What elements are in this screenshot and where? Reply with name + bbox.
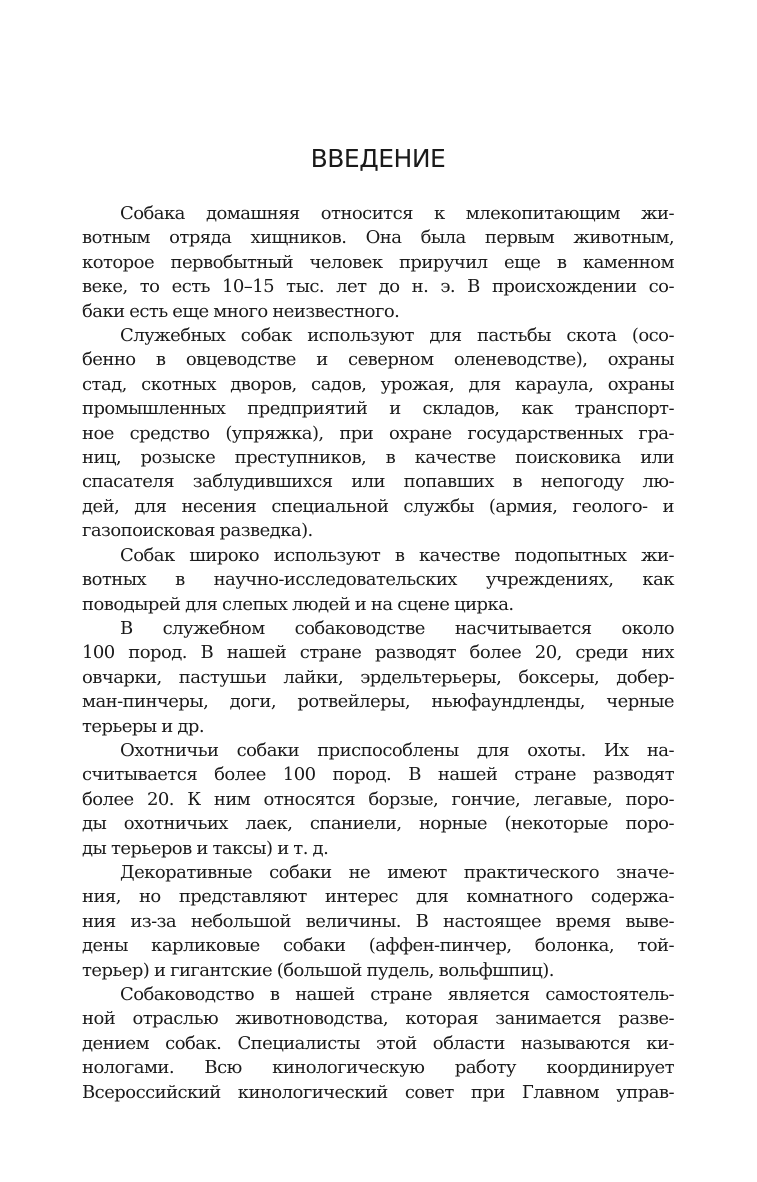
text-line: ния, но представляют интерес для комнатного содержа- (82, 886, 674, 908)
text-line: дением собак. Специалисты этой области называются ки- (82, 1032, 674, 1054)
paragraph (82, 983, 674, 1105)
text-line: ниц, розыске преступников, в качестве поисковика или (82, 447, 674, 469)
text-line: Собаководство в нашей стране является самостоятель- (120, 984, 674, 1005)
text-line: овчарки, пастушьи лайки, эрдельтерьеры, боксеры, добер- (82, 666, 674, 688)
text-line: Охотничьи собаки приспособлены для охоты. Их на- (120, 739, 674, 761)
text-line: Собак широко используют в качестве подопытных жи- (120, 544, 674, 566)
text-line: Собака домашняя относится к млекопитающим жи- (120, 203, 674, 224)
text-line: Служебных собак используют для пастьбы скота (осо- (120, 325, 674, 347)
paragraph (82, 202, 674, 324)
paragraph (82, 861, 674, 983)
text-line: ной отраслью животноводства, которая занимается разве- (82, 1008, 674, 1030)
text-line: ман-пинчеры, доги, ротвейлеры, ньюфаундленды, черные (82, 691, 674, 713)
text-line: дены карликовые собаки (аффен-пинчер, болонка, той- (82, 935, 674, 957)
text-line: которое первобытный человек приручил еще в каменном (82, 251, 674, 273)
text-line: дей, для несения специальной службы (армия, геолого- и (82, 495, 674, 517)
text-line: ды терьеров и таксы) и т. д. (82, 837, 329, 859)
body-text (82, 202, 674, 1105)
document-page (82, 142, 674, 1105)
text-line: бенно в овцеводстве и северном оленеводстве), охраны (82, 349, 674, 371)
text-line: Всероссийский кинологический совет при Главном управ- (82, 1081, 674, 1103)
text-line: баки есть еще много неизвестного. (82, 300, 400, 322)
text-line: ды охотничьих лаек, спаниели, норные (некоторые поро- (82, 813, 674, 835)
text-line: ное средство (упряжка), при охране государственных гра- (82, 422, 674, 444)
text-line: терьеры и др. (82, 715, 205, 737)
paragraph (82, 544, 674, 617)
text-line: вотных в научно-исследовательских учреждениях, как (82, 569, 674, 591)
paragraph (82, 739, 674, 861)
text-line: вотным отряда хищников. Она была первым животным, (82, 227, 674, 249)
text-line: поводырей для слепых людей и на сцене цирка. (82, 593, 514, 615)
text-line: нологами. Всю кинологическую работу координирует (82, 1057, 674, 1079)
text-line: газопоисковая разведка). (82, 520, 313, 542)
chapter-heading: ВВЕДЕНИЕ (310, 144, 446, 173)
text-line: терьер) и гигантские (большой пудель, вольфшпиц). (82, 959, 554, 981)
text-line: Декоративные собаки не имеют практического значе- (120, 861, 674, 883)
text-line: ния из-за небольшой величины. В настоящее время выве- (82, 910, 674, 932)
text-line: В служебном собаководстве насчитывается около (120, 617, 674, 639)
text-line: веке, то есть 10–15 тыс. лет до н. э. В происхождении со- (82, 276, 674, 298)
text-line: стад, скотных дворов, садов, урожая, для караула, охраны (82, 373, 674, 395)
text-line: 100 пород. В нашей стране разводят более 20, среди них (82, 642, 674, 664)
text-line: более 20. К ним относятся борзые, гончие, легавые, поро- (82, 788, 674, 810)
text-line: считывается более 100 пород. В нашей стране разводят (82, 764, 674, 786)
text-line: промышленных предприятий и складов, как транспорт- (82, 398, 674, 420)
paragraph (82, 617, 674, 739)
text-line: спасателя заблудившихся или попавших в непогоду лю- (82, 471, 674, 493)
paragraph (82, 324, 674, 544)
